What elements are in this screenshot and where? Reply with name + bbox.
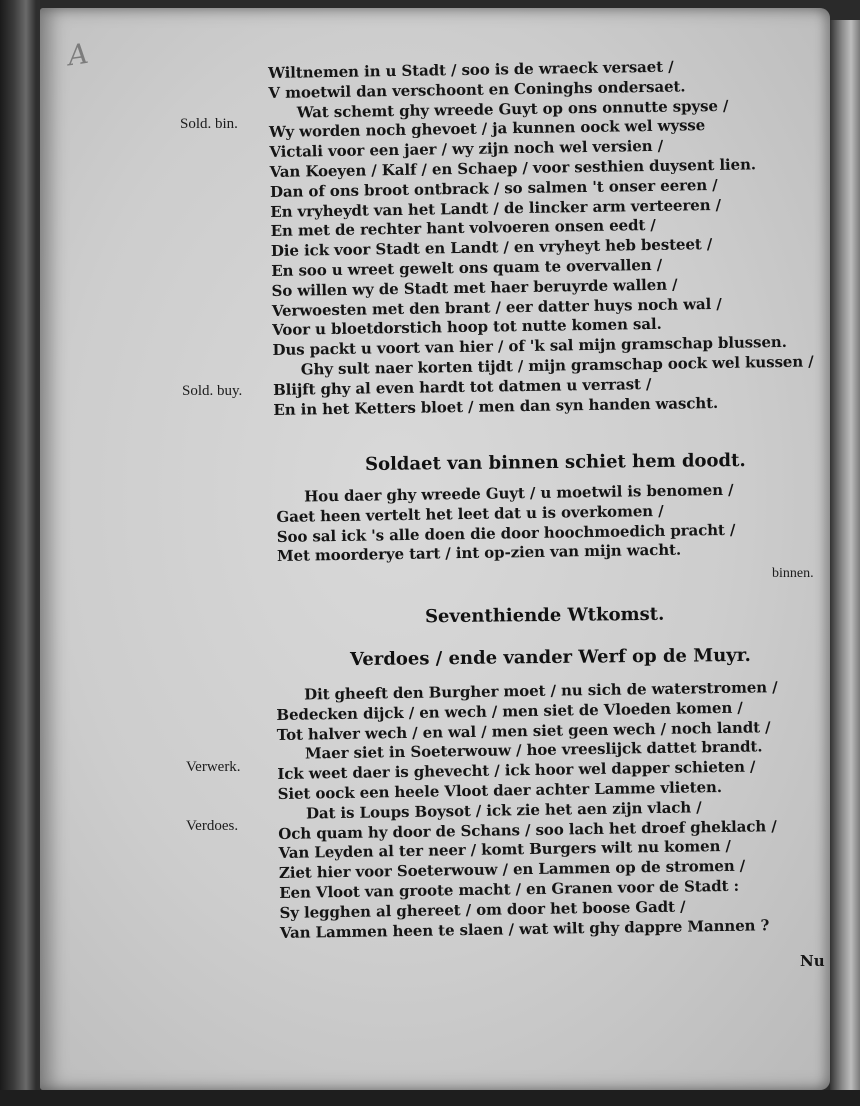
verse-line: V moetwil dan verschoont en Coninghs ondersaet. [268, 77, 686, 102]
scene-heading: Seventhiende Wtkomst. [424, 603, 665, 628]
verse-line: En vryheydt van het Landt / de lincker arm verteeren / [270, 195, 722, 221]
next-page-edge [830, 20, 860, 1090]
stage-note-binnen: binnen. [772, 566, 814, 581]
verse-line: Soo sal ick 's alle doen die door hoochmoedich pracht / [276, 520, 736, 546]
verse-line: Ziet hier voor Soeterwouw / en Lammen op de stromen / [278, 856, 746, 883]
verse-block-1 [268, 56, 814, 421]
verse-line: En in het Ketters bloet / men dan syn handen wascht. [273, 393, 719, 419]
verse-line: Gaet heen vertelt het leet dat u is overkomen / [276, 501, 664, 526]
verse-line: Met moorderye tart / int op-zien van mijn wacht. [276, 541, 682, 566]
verse-line: Van Lammen heen te slaen / wat wilt ghy dappre Mannen ? [279, 915, 770, 942]
verse-line: Wat schemt ghy wreede Guyt op ons onnutte spyse / [296, 96, 729, 122]
verse-block-2 [276, 480, 817, 568]
speaker-verdoes: Verdoes. [186, 818, 239, 834]
speaker-sold-bin: Sold. bin. [180, 116, 238, 132]
verse-line: So willen wy de Stadt met haer beruyrde wallen / [271, 275, 678, 300]
verse-line: Maer siet in Soeterwouw / hoe vreeslijck dattet brandt. [304, 737, 763, 763]
verse-line: Blijft ghy al even hardt tot datmen u verrast / [272, 374, 652, 399]
characters-heading: Verdoes / ende vander Werf op de Muyr. [349, 644, 751, 671]
stage-direction-heading: Soldaet van binnen schiet hem doodt. [364, 450, 746, 475]
verse-line: Dan of ons broot ontbrack / so salmen 't onser eeren / [269, 175, 718, 201]
verse-line: Wiltnemen in u Stadt / soo is de wraeck versaet / [268, 57, 674, 82]
verse-line: Van Leyden al ter neer / komt Burgers wilt nu komen / [278, 837, 731, 863]
speaker-sold-buy: Sold. buy. [182, 383, 243, 399]
verse-line: Sy legghen al ghereet / om door het boose Gadt / [279, 897, 686, 922]
catchword: Nu [800, 952, 825, 970]
verse-line: Een Vloot van groote macht / en Granen voor de Stadt : [279, 876, 740, 902]
verse-line: Dat is Loups Boysot / ick zie het aen zijn vlach / [305, 798, 702, 823]
verse-line: Verwoesten met den brant / eer datter huys noch wal / [271, 294, 722, 320]
verse-line: Voor u bloetdorstich hoop tot nutte komen sal. [272, 315, 662, 340]
bottom-edge [0, 1090, 860, 1106]
verse-line: Ghy sult naer korten tijdt / mijn gramschap oock wel kussen / [300, 352, 814, 379]
speaker-verwerk: Verwerk. [186, 759, 241, 775]
verse-line: Hou daer ghy wreede Guyt / u moetwil is benomen / [303, 480, 734, 506]
verse-line: En met de rechter hant volvoeren onsen eedt / [270, 216, 656, 241]
verse-line: Dus packt u voort van hier / of 'k sal mijn gramschap blussen. [272, 333, 787, 360]
verse-line: En soo u wreet gewelt ons quam te overvallen / [271, 255, 663, 280]
verse-block-3 [276, 678, 820, 944]
verse-line: Victali voor een jaer / wy zijn noch wel versien / [269, 136, 664, 162]
verse-line: Die ick voor Stadt en Landt / en vryheyt heb besteet / [270, 235, 713, 261]
page-mark: A [65, 36, 91, 73]
verse-line: Tot halver wech / en wal / men siet geen wech / noch landt / [276, 717, 771, 744]
verse-line: Ick weet daer is ghevecht / ick hoor wel dapper schieten / [277, 757, 756, 784]
verse-line: Wy worden noch ghevoet / ja kunnen oock wel wysse [268, 116, 706, 142]
verse-line: Van Koeyen / Kalf / en Schaep / voor sesthien duysent lien. [269, 155, 757, 181]
verse-line: Och quam hy door de Schans / soo lach het droef gheklach / [278, 816, 777, 843]
verse-line: Siet oock een heele Vloot daer achter Lamme vlieten. [277, 777, 723, 803]
verse-line: Dit gheeft den Burgher moet / nu sich de waterstromen / [303, 678, 778, 704]
verse-line: Bedecken dijck / en wech / men siet de Vloeden komen / [276, 698, 743, 724]
